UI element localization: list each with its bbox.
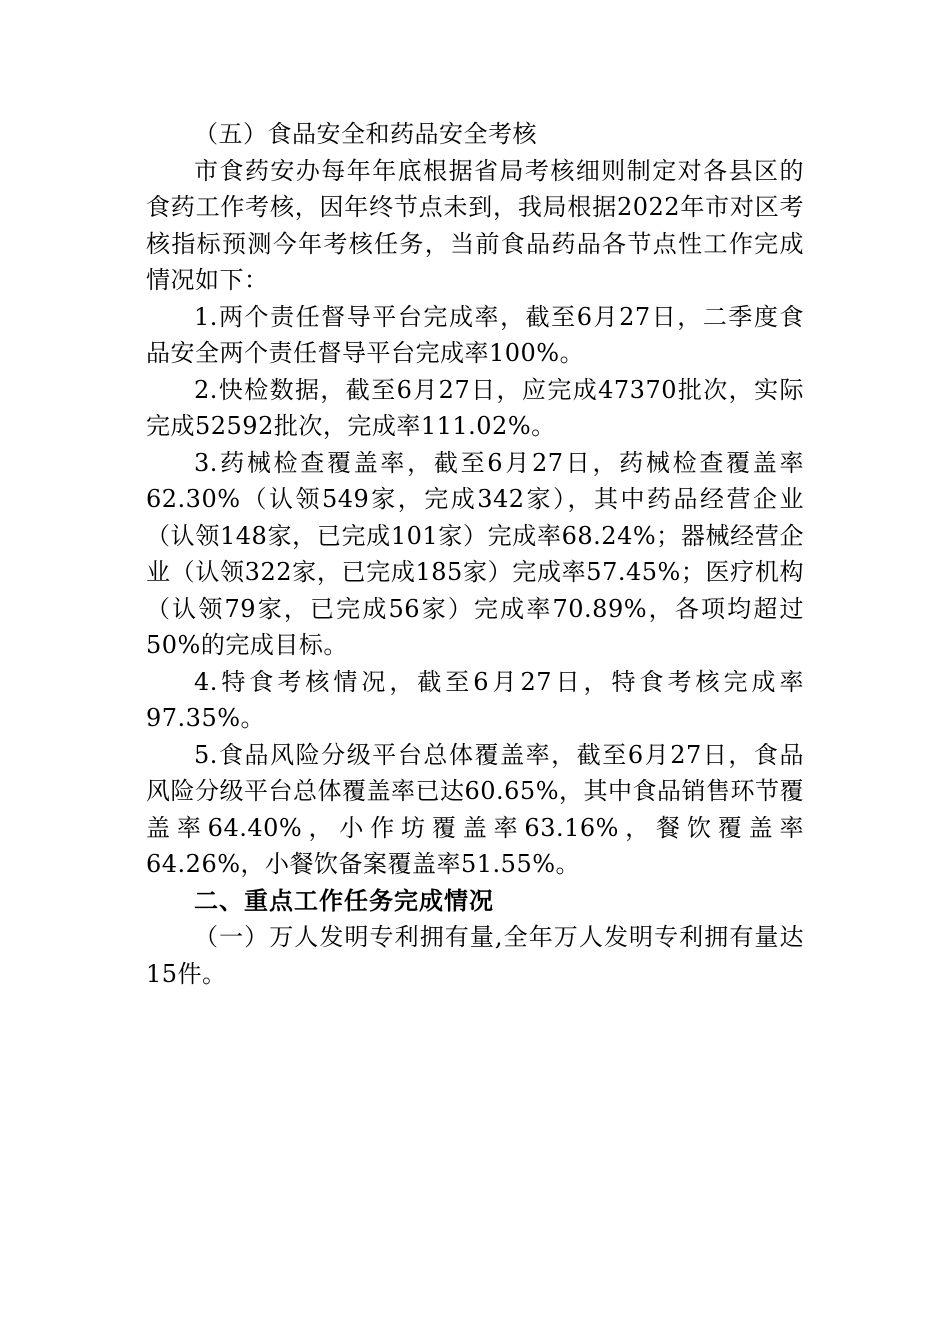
paragraph-patents: （一）万人发明专利拥有量,全年万人发明专利拥有量达15件。 xyxy=(146,923,804,988)
paragraph-item-3: 3.药械检查覆盖率，截至6月27日，药械检查覆盖率62.30%（认领549家，完成342家），其中药品经营企业（认领148家，已完成101家）完成率68.24%；器械经营企业（认领322家，已完成185家）完成率57.45%；医疗机构（认领79家，已完成56家）完成率70.89%，各项均超过50%的完成目标。 xyxy=(146,448,804,659)
paragraph-intro: 市食药安办每年年底根据省局考核细则制定对各县区的食药工作考核，因年终节点未到，我局根据2022年市对区考核指标预测今年考核任务，当前食品药品各节点性工作完成情况如下： xyxy=(146,156,804,294)
document-page xyxy=(146,116,804,992)
paragraph-item-2: 2.快检数据，截至6月27日，应完成47370批次，实际完成52592批次，完成率111.02%。 xyxy=(146,375,804,440)
paragraph-item-1: 1.两个责任督导平台完成率，截至6月27日，二季度食品安全两个责任督导平台完成率100%。 xyxy=(146,302,804,367)
paragraph-item-4: 4.特食考核情况，截至6月27日，特食考核完成率97.35%。 xyxy=(146,667,804,732)
paragraph-item-5: 5.食品风险分级平台总体覆盖率，截至6月27日，食品风险分级平台总体覆盖率已达60.65%，其中食品销售环节覆盖率64.40%，小作坊覆盖率63.16%，餐饮覆盖率64.26%，小餐饮备案覆盖率51.55%。 xyxy=(146,740,805,878)
subheading-food-drug-assessment: （五）食品安全和药品安全考核 xyxy=(194,120,537,148)
section-title-key-tasks: 二、重点工作任务完成情况 xyxy=(194,886,494,915)
